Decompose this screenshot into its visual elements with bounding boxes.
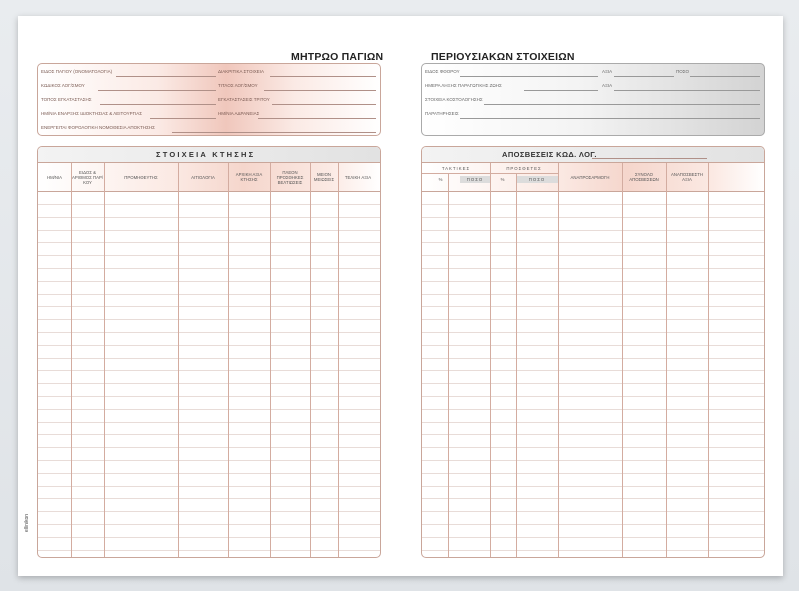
table-row-line [38,550,380,551]
table-row-line [38,498,380,499]
publisher-signature: ellinikon [24,513,30,532]
acquisition-table-title: ΣΤΟΙΧΕΙΑ ΚΤΗΣΗΣ [156,150,256,159]
additional-pct: % [500,177,506,182]
table-row-line [38,460,380,461]
distinguishing-features-label: ΔΙΑΚΡΙΤΙΚΑ ΣΤΟΙΧΕΙΑ [218,69,264,74]
col-net-value: ΑΝΑΠΟΣΒΕΣΤΗ ΑΞΙΑ [670,172,704,182]
table-row-line [38,524,380,525]
table-row-line [422,306,764,307]
table-row-line [38,486,380,487]
table-row-line [38,268,380,269]
table-row-line [422,422,764,423]
table-row-line [422,332,764,333]
ownership-start-date-label: ΗΜ/ΝΙΑ ΕΝΑΡΞΗΣ ΙΔΙΟΚΤΗΣΙΑΣ & ΛΕΙΤΟΥΡΓΙΑΣ [41,111,143,116]
table-row-line [38,537,380,538]
table-row-line [38,281,380,282]
table-row-line [422,217,764,218]
remarks-label: ΠΑΡΑΤΗΡΗΣΕΙΣ [425,111,459,116]
table-row-line [38,345,380,346]
amount-label: ΠΟΣΟ [676,69,690,74]
table-row-line [38,473,380,474]
table-row-line [38,447,380,448]
regular-pct: % [438,177,444,182]
table-row-line [38,422,380,423]
col-date: ΗΜ/ΝΙΑ [46,174,63,180]
table-row-line [38,306,380,307]
table-row-line [38,358,380,359]
col-supplier: ΠΡΟΜΗΘΕΥΤΗΣ [124,174,158,180]
table-row-line [422,511,764,512]
depreciation-table-title: ΑΠΟΣΒΕΣΕΙΣ ΚΩΔ. ΛΟΓ. [502,150,597,159]
table-row-line [38,409,380,410]
table-row-line [38,332,380,333]
value-label: ΑΞΙΑ [602,69,613,74]
col-type-invoice: ΕΙΔΟΣ & ΑΡΙΘΜΟΣ ΠΑΡ/ΚΟΥ [71,169,104,185]
regular-depreciation-header: ΤΑΚΤΙΚΕΣ [441,165,471,171]
asset-type-label: ΕΙΔΟΣ ΠΑΓΙΟΥ (ΟΝΟΜΑΤΟΛΟΓΙΑ) [41,69,113,74]
table-row-line [422,396,764,397]
regular-amount: ΠΟΣΟ [466,177,484,182]
table-row-line [422,524,764,525]
table-row-line [422,370,764,371]
table-row-line [422,204,764,205]
table-row-line [422,460,764,461]
tax-legislation-label: ΕΝΕΡΓΕΙΤΑΙ ΦΟΡΟΛΟΓΙΚΗ ΝΟΜΟΘΕΣΙΑ ΑΠΟΚΤΗΣΗΣ [41,125,155,130]
table-row-line [422,447,764,448]
table-row-line [38,319,380,320]
table-row-line [38,242,380,243]
depreciation-table [421,146,765,558]
value-label-2: ΑΞΙΑ [602,83,613,88]
depreciation-type-label: ΕΙΔΟΣ ΦΘΟΡΟΥ [425,69,460,74]
table-row-line [422,319,764,320]
third-party-installations-label: ΕΓΚΑΤΑΣΤΑΣΕΙΣ ΤΡΙΤΟΥ [218,97,270,102]
col-additions: ΠΛΕΟΝ ΠΡΟΣΘΗΚΕΣ ΒΕΛΤΙΩΣΕΙΣ [276,169,304,185]
table-row-line [422,498,764,499]
account-code-label: ΚΩΔΙΚΟΣ ΛΟΓ/ΣΜΟΥ [41,83,85,88]
table-row-line [38,255,380,256]
table-row-line [422,345,764,346]
table-row-line [422,268,764,269]
col-initial-value: ΑΡΧΙΚΗ ΑΞΙΑ ΚΤΗΣΗΣ [235,172,263,182]
col-total-depreciation: ΣΥΝΟΛΟ ΑΠΟΣΒΕΣΕΩΝ [629,172,659,182]
account-title-label: ΤΙΤΛΟΣ ΛΟΓ/ΣΜΟΥ [218,83,258,88]
table-row-line [422,230,764,231]
table-row-line [38,396,380,397]
acquisition-table [37,146,381,558]
table-row-line [38,511,380,512]
col-reason: ΑΙΤΙΟΛΟΓΙΑ [191,174,215,180]
asset-info-box [37,63,381,136]
inactivity-date-label: ΗΜ/ΝΙΑ ΑΔΡΑΝΕΙΑΣ [218,111,260,116]
depreciation-info-box [421,63,765,136]
table-row-line [38,217,380,218]
table-row-line [38,370,380,371]
table-row-line [422,537,764,538]
table-row-line [38,294,380,295]
additional-amount: ΠΟΣΟ [528,177,546,182]
table-row-line [422,434,764,435]
right-page-title: ΠΕΡΙΟΥΣΙΑΚΩΝ ΣΤΟΙΧΕΙΩΝ [431,51,575,63]
table-row-line [422,255,764,256]
table-row-line [422,473,764,474]
col-revaluation: ΑΝΑΠΡΟΣΑΡΜΟΓΗ [570,174,610,180]
table-row-line [422,486,764,487]
table-row-line [38,434,380,435]
table-row-line [422,383,764,384]
col-reductions: ΜΕΙΟΝ ΜΕΙΩΣΕΙΣ [313,172,335,182]
costing-data-label: ΣΤΟΙΧΕΙΑ ΚΟΣΤΟΛΟΓΗΣΗΣ [425,97,483,102]
productive-life-end-label: ΗΜΕΡΑ ΛΗΞΗΣ ΠΑΡΑΓΩΓΙΚΗΣ ΖΩΗΣ [425,83,502,88]
table-row-line [422,281,764,282]
table-row-line [422,409,764,410]
table-row-line [422,550,764,551]
additional-depreciation-header: ΠΡΟΣΘΕΤΕΣ [506,165,542,171]
table-row-line [422,294,764,295]
col-final-value: ΤΕΛΙΚΗ ΑΞΙΑ [344,174,372,180]
table-row-line [38,204,380,205]
left-page-title: ΜΗΤΡΩΟ ΠΑΓΙΩΝ [291,51,384,63]
table-row-line [38,383,380,384]
installation-place-label: ΤΟΠΟΣ ΕΓΚΑΤΑΣΤΑΣΗΣ [41,97,92,102]
table-row-line [422,242,764,243]
table-row-line [422,358,764,359]
table-row-line [38,230,380,231]
